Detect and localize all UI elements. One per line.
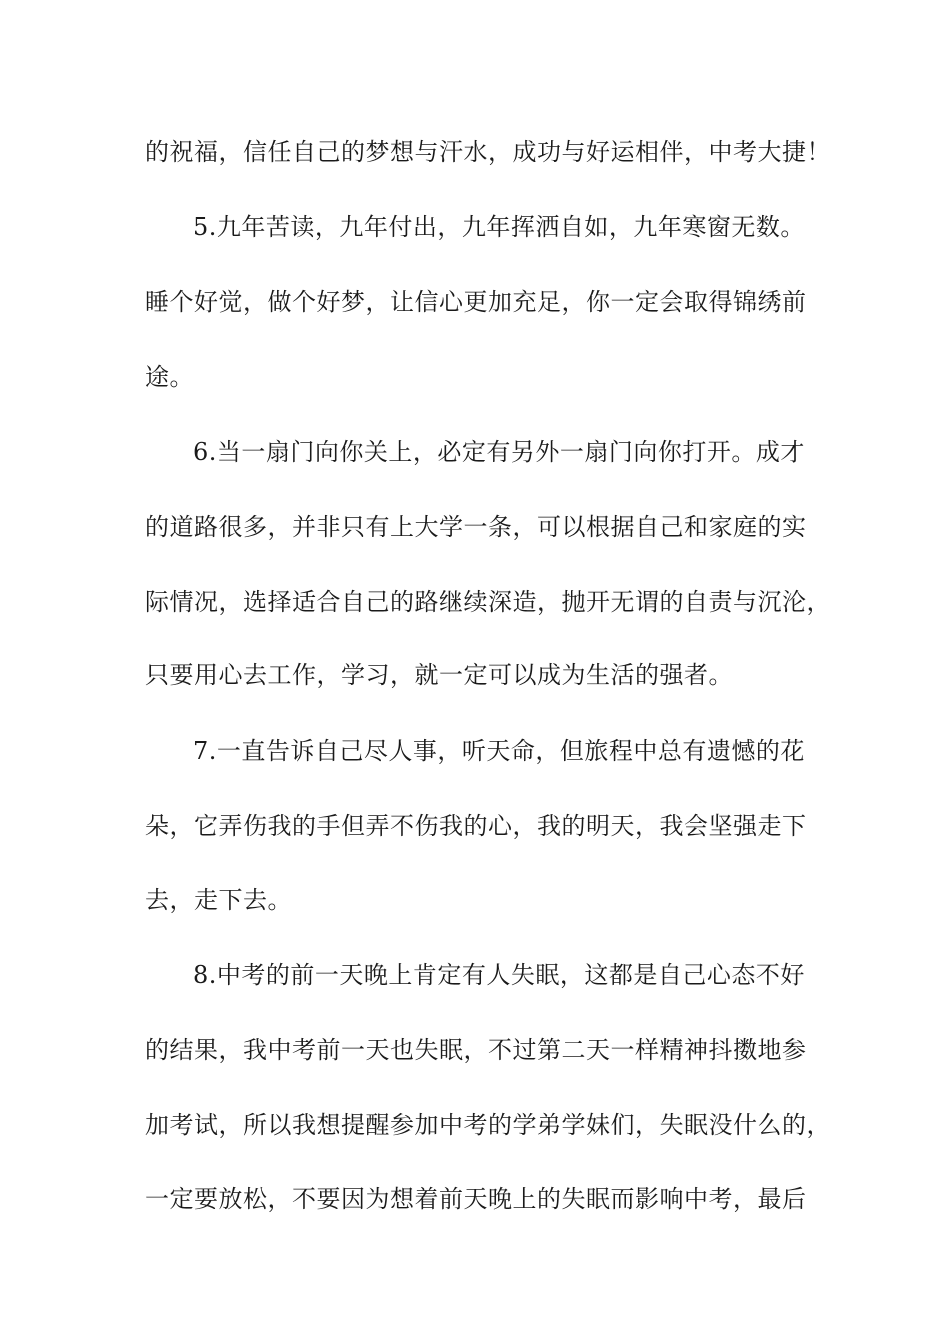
text-line: 8.中考的前一天晚上肯定有人失眠，这都是自己心态不好 [193,961,805,989]
text-line: 只要用心去工作，学习，就一定可以成为生活的强者。 [145,661,733,689]
text-line: 的祝福，信任自己的梦想与汗水，成功与好运相伴，中考大捷！ [145,138,831,166]
text-line: 的结果，我中考前一天也失眠，不过第二天一样精神抖擞地参 [145,1036,807,1064]
text-line: 去，走下去。 [145,886,292,914]
text-line: 6.当一扇门向你关上，必定有另外一扇门向你打开。成才 [193,438,805,466]
text-line: 朵，它弄伤我的手但弄不伤我的心，我的明天，我会坚强走下 [145,812,807,840]
text-line: 睡个好觉，做个好梦，让信心更加充足，你一定会取得锦绣前 [145,288,807,316]
text-line: 途。 [145,363,194,391]
text-line: 际情况，选择适合自己的路继续深造，抛开无谓的自责与沉沦， [145,588,831,616]
text-line: 一定要放松，不要因为想着前天晚上的失眠而影响中考，最后 [145,1185,807,1213]
text-line: 7.一直告诉自己尽人事，听天命，但旅程中总有遗憾的花 [193,737,805,765]
text-line: 的道路很多，并非只有上大学一条，可以根据自己和家庭的实 [145,513,807,541]
text-line: 加考试，所以我想提醒参加中考的学弟学妹们，失眠没什么的， [145,1111,831,1139]
text-line: 5.九年苦读，九年付出，九年挥洒自如，九年寒窗无数。 [193,213,805,241]
